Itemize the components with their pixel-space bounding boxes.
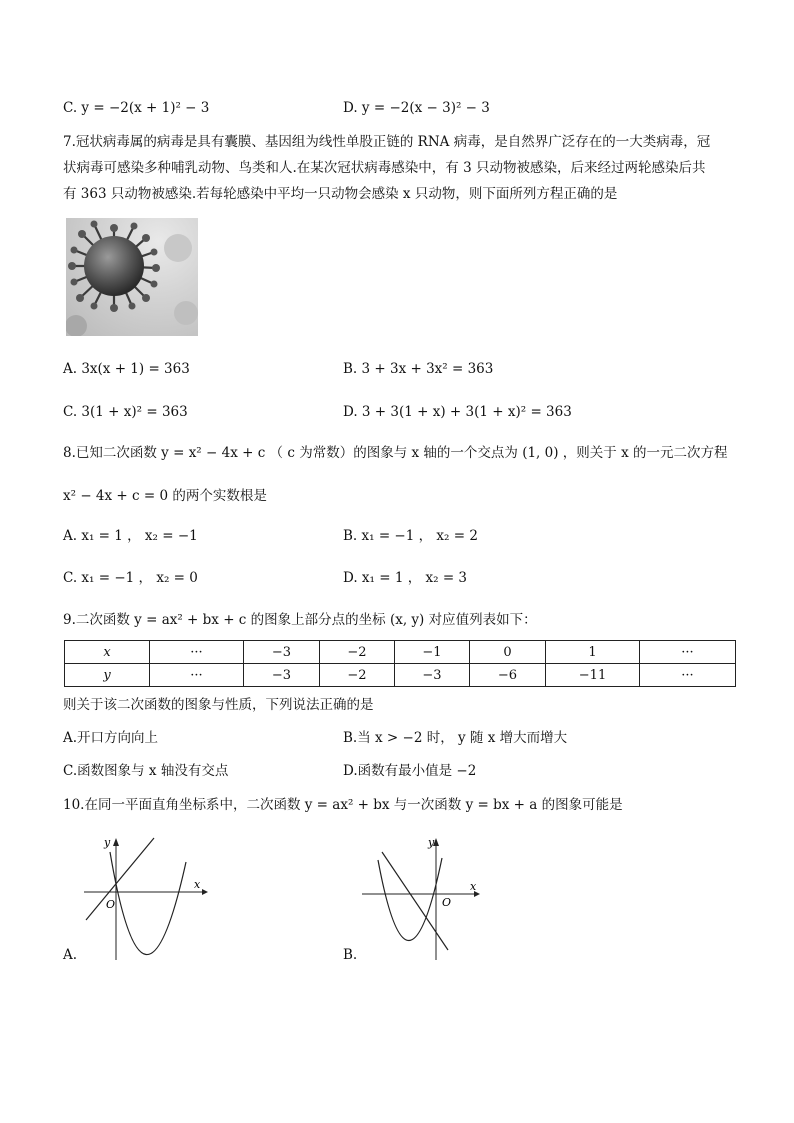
q10-option-a-label: A. — [63, 947, 78, 963]
q9-stem: 9.二次函数 y = ax² + bx + c 的图象上部分点的坐标 (x, y) 对应值列表如下： — [63, 612, 537, 628]
straight-line — [382, 852, 448, 950]
q9-value-table — [64, 640, 736, 687]
q9-question: 则关于该二次函数的图象与性质，下列说法正确的是 — [63, 697, 374, 713]
origin-label: O — [106, 898, 116, 911]
q8-option-a: A. x₁ = 1 ， x₂ = −1 — [63, 528, 198, 544]
table-cell: ··· — [640, 664, 736, 687]
q7-option-d: D. 3 + 3(1 + x) + 3(1 + x)² = 363 — [343, 404, 572, 420]
table-cell: −11 — [546, 664, 640, 687]
table-row-x — [65, 641, 736, 664]
q8-stem-line-1: 8.已知二次函数 y = x² − 4x + c （ c 为常数）的图象与 x 轴的一个交点为 (1, 0) ，则关于 x 的一元二次方程 — [63, 445, 728, 461]
table-cell: −6 — [470, 664, 546, 687]
table-cell: ··· — [150, 641, 244, 664]
table-cell: 0 — [470, 641, 546, 664]
table-cell: −2 — [320, 664, 395, 687]
q7-stem-line-1: 7.冠状病毒属的病毒是具有囊膜、基因组为线性单股正链的 RNA 病毒，是自然界广泛存在的一大类病毒，冠 — [63, 134, 711, 150]
table-cell: ··· — [150, 664, 244, 687]
parabola — [378, 858, 442, 941]
table-cell: −2 — [320, 641, 395, 664]
q10-option-b-label: B. — [343, 947, 358, 963]
q8-option-d: D. x₁ = 1 ， x₂ = 3 — [343, 570, 468, 586]
q8-option-b: B. x₁ = −1 ， x₂ = 2 — [343, 528, 478, 544]
straight-line — [86, 838, 154, 920]
q7-stem-line-2: 状病毒可感染多种哺乳动物、鸟类和人.在某次冠状病毒感染中，有 3 只动物被感染，后来经过两轮感染后共 — [63, 160, 706, 176]
q7-option-a: A. 3x(x + 1) = 363 — [63, 361, 190, 377]
axis-label-x: x — [194, 878, 201, 891]
q8-option-c: C. x₁ = −1 ， x₂ = 0 — [63, 570, 198, 586]
q6-option-d: D. y = −2(x − 3)² − 3 — [343, 100, 490, 116]
q7-option-b: B. 3 + 3x + 3x² = 363 — [343, 361, 494, 377]
table-cell: −3 — [244, 641, 320, 664]
virus-image — [66, 218, 198, 336]
origin-label: O — [442, 896, 452, 909]
q9-option-d: D.函数有最小值是 −2 — [343, 763, 477, 779]
table-cell: −3 — [395, 664, 470, 687]
q9-option-c: C.函数图象与 x 轴没有交点 — [63, 763, 229, 779]
q7-option-c: C. 3(1 + x)² = 363 — [63, 404, 188, 420]
table-cell: −1 — [395, 641, 470, 664]
q10-graph-a — [74, 832, 214, 962]
table-row-y — [65, 664, 736, 687]
table-cell: y — [65, 664, 150, 687]
q6-option-c: C. y = −2(x + 1)² − 3 — [63, 100, 210, 116]
table-cell: −3 — [244, 664, 320, 687]
q9-option-b: B.当 x > −2 时， y 随 x 增大而增大 — [343, 730, 568, 746]
table-cell: x — [65, 641, 150, 664]
q10-stem: 10.在同一平面直角坐标系中，二次函数 y = ax² + bx 与一次函数 y = bx + a 的图象可能是 — [63, 797, 623, 813]
q10-graph-b — [356, 832, 496, 962]
axis-label-y: y — [104, 836, 111, 849]
table-cell: ··· — [640, 641, 736, 664]
table-cell: 1 — [546, 641, 640, 664]
axis-label-x: x — [470, 880, 477, 893]
parabola — [110, 852, 186, 955]
axis-label-y: y — [428, 836, 435, 849]
q8-stem-line-2: x² − 4x + c = 0 的两个实数根是 — [63, 488, 267, 504]
q7-stem-line-3: 有 363 只动物被感染.若每轮感染中平均一只动物会感染 x 只动物，则下面所列方程正确的是 — [63, 186, 618, 202]
q9-option-a: A.开口方向向上 — [63, 730, 159, 746]
